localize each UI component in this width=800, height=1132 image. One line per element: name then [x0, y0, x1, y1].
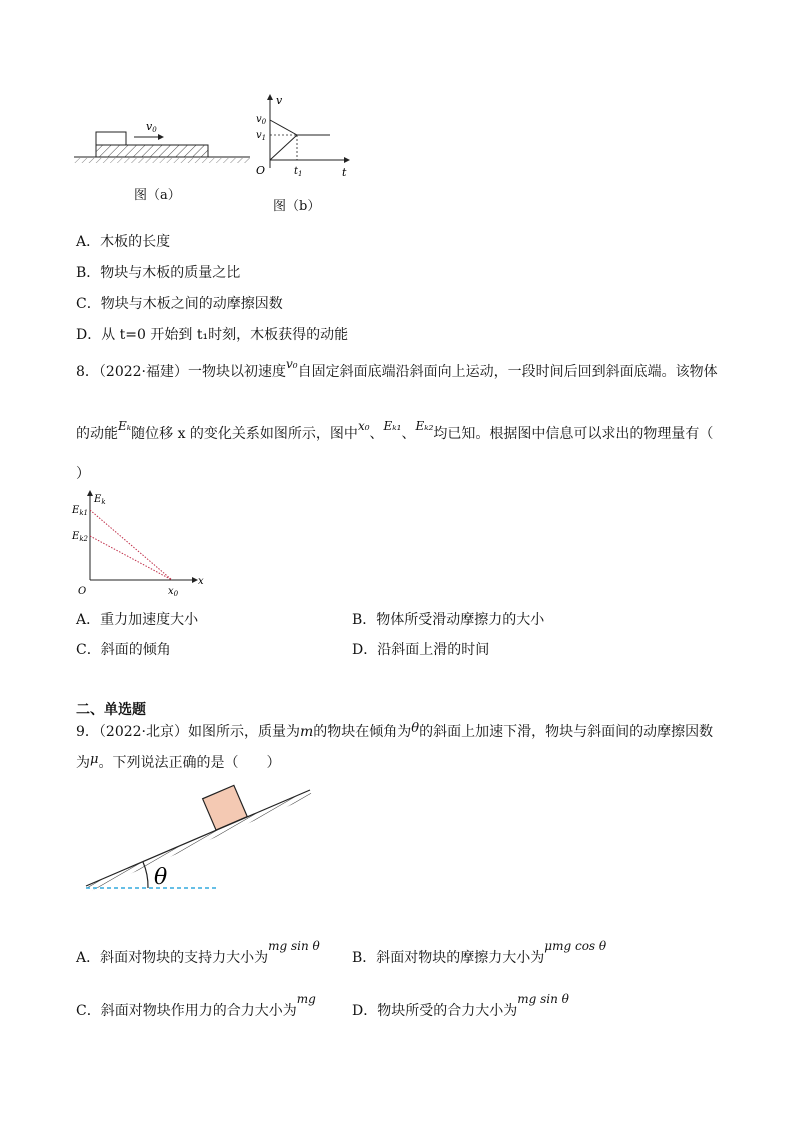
q9-option-d-math: mg sin θ — [517, 992, 569, 1006]
x-axis-label: x — [198, 576, 204, 587]
q7-option-a[interactable]: A．木板的长度 — [76, 234, 171, 250]
q9-stem-line1: 9．（2022·北京）如图所示，质量为m的物块在倾角为θ的斜面上加速下滑，物块与斜面间的动摩擦因数 — [76, 721, 714, 740]
t-axis-arrow — [344, 157, 350, 163]
theta-label: θ — [154, 865, 168, 890]
q9-option-d[interactable]: D．物块所受的合力大小为mg sin θ — [352, 992, 569, 1019]
block-line — [270, 135, 297, 160]
q8-origin-label: O — [78, 586, 87, 597]
q8-ek-math: Eₖ — [118, 419, 132, 433]
ek2-label: $E_{k2}$ — [72, 531, 89, 543]
q9-theta-math: θ — [411, 721, 420, 736]
q9-option-a-math: mg sin θ — [268, 939, 320, 953]
x0-label: $x_0$ — [168, 586, 179, 598]
ek1-label: $E_{k1}$ — [72, 505, 89, 517]
board-line — [270, 120, 297, 135]
q9-m-math: m — [300, 724, 314, 740]
figure-a-caption: 图（a） — [134, 188, 181, 203]
q9-figure — [80, 782, 320, 900]
q9-stem-line2: 为μ。下列说法正确的是（ ） — [76, 752, 281, 771]
q9-mu-math: μ — [90, 752, 99, 767]
figure-b — [248, 92, 358, 184]
q9-option-b-math: μmg cos θ — [544, 939, 607, 953]
q8-option-c[interactable]: C．斜面的倾角 — [76, 642, 171, 658]
q8-ek2-math: Eₖ₂ — [415, 419, 434, 433]
axis-t-label: t — [342, 166, 347, 179]
velocity-arrowhead — [158, 134, 164, 140]
q8-stem-line2: 的动能Eₖ随位移 x 的变化关系如图所示，图中x₀、Eₖ₁、Eₖ₂均已知。根据图中信息可以求出的物理量有（ — [76, 419, 714, 442]
axis-v-label: v — [276, 94, 283, 107]
v-axis-arrow — [267, 94, 273, 100]
ek-axis-arrow — [87, 490, 93, 496]
q8-figure — [66, 488, 216, 600]
q9-option-b[interactable]: B．斜面对物块的摩擦力大小为μmg cos θ — [352, 939, 607, 966]
figure-b-caption: 图（b） — [273, 199, 321, 214]
ground-hatch — [74, 158, 250, 163]
q9-option-c-math: mg — [296, 992, 316, 1006]
ek-axis-label: $E_k$ — [94, 494, 106, 506]
down-slope-line — [90, 536, 172, 580]
q8-stem-line3: ） — [76, 466, 90, 482]
board — [96, 145, 208, 157]
origin-label: O — [256, 164, 266, 177]
section-title: 二、单选题 — [76, 702, 146, 718]
v0-label: $v_0$ — [256, 114, 267, 126]
q7-option-b[interactable]: B．物块与木板的质量之比 — [76, 265, 241, 281]
q7-option-d[interactable]: D．从 t=0 开始到 t₁时刻，木板获得的动能 — [76, 327, 349, 343]
q9-option-a[interactable]: A．斜面对物块的支持力大小为mg sin θ — [76, 939, 320, 966]
q8-x0-math: x₀ — [357, 419, 370, 433]
q8-stem-line1: 8．（2022·福建）一物块以初速度v₀自固定斜面底端沿斜面向上运动，一段时间后回到斜面底端。该物体 — [76, 357, 718, 380]
q8-ek1-math: Eₖ₁ — [383, 419, 402, 433]
velocity-label: v0 — [146, 120, 157, 134]
q8-option-b[interactable]: B．物体所受滑动摩擦力的大小 — [352, 612, 545, 628]
v1-label: $v_1$ — [256, 130, 267, 142]
figure-a — [70, 118, 260, 178]
up-slope-line — [90, 510, 172, 580]
q7-option-c[interactable]: C．物块与木板之间的动摩擦因数 — [76, 296, 283, 312]
q8-option-a[interactable]: A．重力加速度大小 — [76, 612, 199, 628]
q8-v0-math: v₀ — [286, 357, 298, 371]
t1-label: $t_1$ — [294, 166, 303, 178]
incline-hatch — [86, 790, 312, 892]
q9-option-c[interactable]: C．斜面对物块作用力的合力大小为mg — [76, 992, 316, 1019]
block — [96, 132, 126, 145]
q8-option-d[interactable]: D．沿斜面上滑的时间 — [352, 642, 490, 658]
